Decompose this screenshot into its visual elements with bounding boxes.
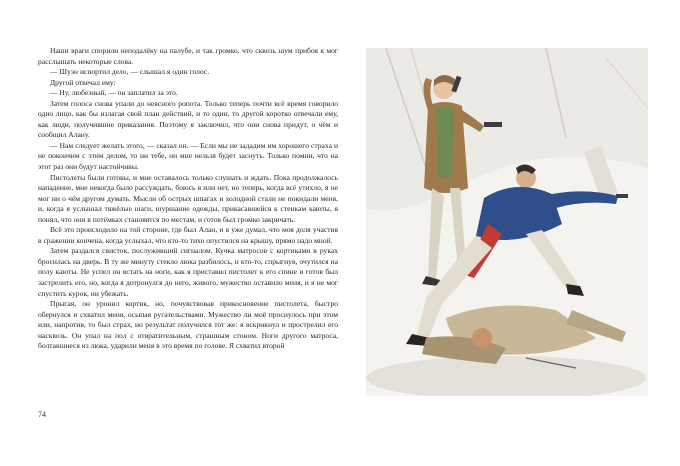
illustration-svg [366,48,648,396]
paragraph: — Ну, любезный, — он заплатил за это. [50,88,178,98]
page-number: 74 [38,410,46,419]
paragraph: — Нам следует желать этого, — сказал он. — Если мы не зададим им хорошего страха и не покончим с этим делом, то ни тебе, ни мне нельзя будет заснуть. Только помни, что на этот раз они будут настойчивы. [38,140,338,172]
paragraph: Пистолеты были готовы, и мне оставалось только слушать и ждать. Пока продолжалось нападение, мне некогда было рассуждать, боюсь я или нет, но теперь, когда всё утихло, я не мог ни о чём другом думать. Мысли об острых шпагах и холодной стали не покидали меня, и, когда я услышал тяжёлые шаги, шуршание одежды, прикасавшейся к стенкам каюты, я понял, что они в потёмках становятся по местам, и готов был громко закричать. [38,172,338,224]
paragraph: Затем голоса снова упали до неясного ропота. Только теперь почти всё время говорило одно лицо, как бы излагая свой план действий, и то один, то другой коротко отвечали ему, как люди, получившие приказания. Поэтому я заключил, что они снова придут, о чём и сообщил Алану. [38,98,338,140]
left-page-text [38,46,338,352]
paragraph: — Шуэн испортил дело, — слышал я один голос. [50,67,210,77]
illustration-image [366,48,648,396]
paragraph: Всё это происходило на той стороне, где был Алан, и я уже думал, что моя доля участия в сражении кончена, когда услыхал, что кто-то тихо опустился на крышу, прямо надо мной. [38,225,338,245]
paragraph: Другой отвечал ему: [50,77,116,87]
paragraph: Прыгая, он уронил кортик, но, почувствовав прикосновение пистолета, быстро обернулся и схватил меня, осыпая ругательствами. Мужество ли моё проснулось при этом или, напротив, то был страх, но результат получился тот же: я вскрикнул и прострелил его насквозь. Он упал на пол с отвратительным, страшным стоном. Ноги другого матроса, болтавшиеся из люка, ударили меня в это время по голове. Я схватил второй [38,299,338,351]
paragraph: Затем раздался свисток, послуживший сигналом. Кучка матросов с кортиками в руках бросилась на дверь. В ту же минуту стекло люка разбилось, и кто-то, спрыгнув, очутился на полу каюты. Не успел он встать на ноги, как я приставил пистолет к его спине и готов был застрелить его, но, когда я дотронулся до него, живого, мужество оставило меня, и я не мог спустить курок, ни убежать. [38,246,338,298]
paragraph: Наши враги спорили неподалёку на палубе, и так громко, что сквозь шум прибоя я мог расслышать некоторые слова. [38,46,338,66]
